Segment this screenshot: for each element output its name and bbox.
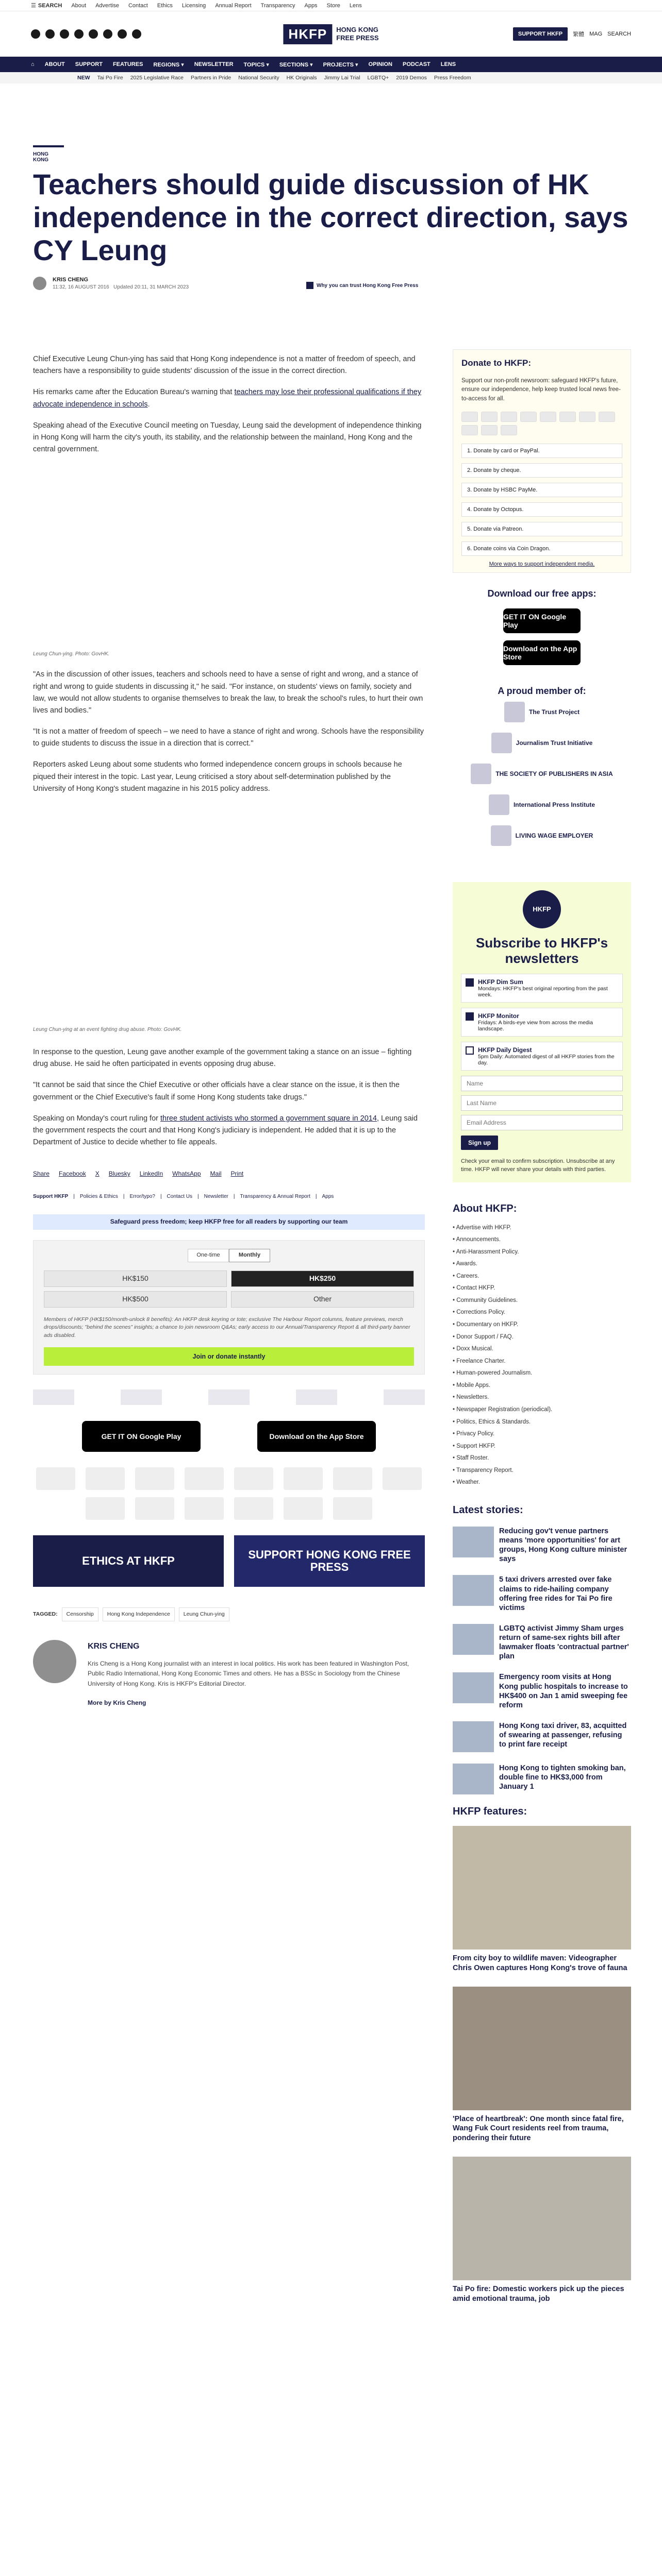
patreon-icon (501, 425, 517, 435)
wechat-pay-icon (234, 1497, 273, 1520)
applepay-icon (481, 425, 498, 435)
feature-image (453, 1987, 631, 2110)
trust-project-icon (504, 702, 525, 722)
jcb-icon (540, 412, 556, 422)
checkbox[interactable] (466, 1046, 474, 1055)
tag-chip[interactable]: Censorship (62, 1607, 98, 1621)
top-link-store[interactable]: Store (326, 2, 340, 9)
threads-icon[interactable] (74, 29, 84, 39)
donate-option[interactable]: 3. Donate by HSBC PayMe. (461, 483, 622, 497)
membership-benefits: Members of HKFP (HK$150/month-unlock 8 benefits): An HKFP desk keyring or tote; exclusive The Harbour Report columns, feature previews, merch drops/discounts; "behind the scenes" insights; a chance to join newsroom Q&As; early access to our Annual/Transparency Report & all third-party banner ads disabled. (44, 1316, 410, 1338)
checkbox-checked[interactable] (466, 1012, 474, 1021)
signup-button[interactable]: Sign up (461, 1136, 498, 1150)
amount-option[interactable]: HK$150 (44, 1270, 227, 1287)
tag-list (33, 1607, 425, 1621)
about-link[interactable]: • Awards. (453, 1261, 477, 1267)
app-badges (33, 1421, 425, 1452)
monthly-tab[interactable]: Monthly (229, 1249, 270, 1262)
author-avatar (33, 277, 46, 290)
about-link[interactable]: • Politics, Ethics & Standards. (453, 1418, 531, 1425)
trending-link[interactable]: National Security (238, 75, 279, 81)
inline-link[interactable]: teachers may lose their professional qualifications if they advocate independence in schools (33, 388, 422, 409)
about-link[interactable]: • Transparency Report. (453, 1467, 514, 1473)
top-link-licensing[interactable]: Licensing (181, 2, 206, 9)
paragraph: "It is not a matter of freedom of speech – we need to have a stance of right and wrong. Schools have the responsibility to guide students to discuss the issue in a direction that is correct." (33, 727, 424, 748)
apple-pay-icon (333, 1497, 372, 1520)
nav-projects[interactable]: PROJECTS ▾ (323, 61, 358, 68)
about-link[interactable]: • Human-powered Journalism. (453, 1370, 533, 1377)
google-pay-icon (284, 1497, 323, 1520)
about-link[interactable]: • Support HKFP. (453, 1443, 496, 1449)
about-link[interactable]: • Freelance Charter. (453, 1358, 506, 1364)
footer-link[interactable]: Policies & Ethics (79, 1193, 118, 1199)
newsletter-option[interactable]: HKFP Monitor Fridays: A birds-eye view from across the media landscape. (461, 1008, 623, 1037)
visa-icon (481, 412, 498, 422)
newsletter-option[interactable]: HKFP Daily Digest 5pm Daily: Automated digest of all HKFP stories from the day. (461, 1042, 623, 1071)
support-hkfp-banner[interactable]: SUPPORT HONG KONG FREE PRESS (234, 1535, 425, 1587)
frequency-toggle (44, 1249, 414, 1262)
spa-icon (471, 764, 491, 784)
trending-link[interactable]: 2019 Demos (396, 75, 427, 81)
footer-link[interactable]: Transparency & Annual Report (240, 1193, 310, 1199)
rss-icon[interactable] (132, 29, 141, 39)
about-link[interactable]: • Advertise with HKFP. (453, 1224, 511, 1231)
byline (33, 277, 631, 290)
latest-story[interactable]: Hong Kong to tighten smoking ban, double fine to HK$3,000 from January 1 (453, 1764, 631, 1794)
linkedin-icon[interactable] (118, 29, 127, 39)
latest-story[interactable]: 5 taxi drivers arrested over fake claims to ride-hailing company offering free rides for Tai Po fire victims (453, 1575, 631, 1613)
join-donate-button[interactable]: Join or donate instantly (44, 1347, 414, 1366)
telegram-icon[interactable] (103, 29, 112, 39)
share-bluesky[interactable]: Bluesky (108, 1170, 130, 1178)
maestro-icon (86, 1467, 125, 1490)
newsletter-option[interactable]: HKFP Dim Sum Mondays: HKFP's best original reporting from the past week. (461, 974, 623, 1003)
nav-regions[interactable]: REGIONS ▾ (153, 61, 184, 68)
payme-icon (579, 412, 595, 422)
feature-story[interactable]: 'Place of heartbreak': One month since fatal fire, Wang Fuk Court residents reel from trauma, pondering their future (453, 1987, 631, 2144)
author-name[interactable]: KRIS CHENG (53, 277, 89, 283)
trending-link[interactable]: 2025 Legislative Race (130, 75, 184, 81)
trust-icon (306, 282, 313, 289)
newsletter-title: Subscribe to HKFP's newsletters (475, 935, 608, 966)
hkfp-badge: HKFP (523, 890, 561, 928)
jcb-icon (234, 1467, 273, 1490)
page-content (31, 145, 631, 2576)
footer-link[interactable]: Newsletter (204, 1193, 228, 1199)
new-label: NEW (77, 75, 90, 81)
partner-logos (33, 1387, 425, 1408)
tag-chip[interactable]: Hong Kong Independence (103, 1607, 175, 1621)
name-field[interactable]: Name (461, 1076, 623, 1091)
story-thumbnail (453, 1527, 494, 1557)
trending-link[interactable]: Tai Po Fire (97, 75, 123, 81)
promo-banners (33, 1535, 425, 1587)
share-facebook[interactable]: Facebook (59, 1170, 86, 1178)
footer-link[interactable]: Apps (322, 1193, 334, 1199)
feature-story[interactable]: Tai Po fire: Domestic workers pick up the pieces amid emotional trauma, job (453, 2157, 631, 2304)
share-print[interactable]: Print (230, 1170, 244, 1178)
alipay-icon (185, 1497, 224, 1520)
top-link-apps[interactable]: Apps (304, 2, 318, 9)
top-link-advertise[interactable]: Advertise (95, 2, 119, 9)
gpay-icon (461, 425, 478, 435)
share-button[interactable]: Share (33, 1170, 50, 1178)
checkbox-checked[interactable] (466, 978, 474, 987)
donate-title: Donate to HKFP: (461, 358, 532, 368)
amount-option[interactable]: Other (231, 1291, 414, 1308)
trending-link[interactable]: Press Freedom (434, 75, 471, 81)
google-play-button[interactable]: GET IT ON Google Play (503, 608, 581, 633)
nav-topics[interactable]: TOPICS ▾ (243, 61, 269, 68)
trust-link[interactable]: Why you can trust Hong Kong Free Press (306, 282, 418, 289)
nav-features[interactable]: FEATURES (112, 61, 143, 67)
paragraph: Speaking on Monday's court ruling for three student activists who stormed a government square in 2014, Leung said the government respects the court and that Hong Kong's judiciary is independent. He added that it is up to the Department of Justice to decide whether to file appeals. (33, 1114, 418, 1147)
trending-link[interactable]: HK Originals (286, 75, 317, 81)
about-link[interactable]: • Contact HKFP. (453, 1285, 495, 1292)
visa-icon (135, 1467, 174, 1490)
sidebar (453, 349, 631, 2317)
brand-bar (0, 11, 662, 57)
nav-about[interactable]: ABOUT (44, 61, 65, 67)
article-title: Teachers should guide discussion of HK independence in the correct direction, says CY Leung (33, 168, 628, 266)
ethics-banner[interactable]: ETHICS AT HKFP (33, 1535, 224, 1587)
about-link[interactable]: • Newsletters. (453, 1394, 489, 1401)
features-title: HKFP features: (453, 1805, 527, 1817)
about-title: About HKFP: (453, 1202, 517, 1214)
unionpay-icon (520, 412, 537, 422)
donate-option[interactable]: 5. Donate via Patreon. (461, 522, 622, 536)
about-link[interactable]: • Community Guidelines. (453, 1297, 518, 1303)
share-linkedin[interactable]: LinkedIn (139, 1170, 163, 1178)
home-icon[interactable]: ⌂ (31, 61, 35, 67)
story-thumbnail (453, 1672, 494, 1703)
about-link[interactable]: • Careers. (453, 1273, 479, 1279)
ipi-icon (489, 794, 509, 815)
support-hkfp-button[interactable]: SUPPORT HKFP (513, 27, 568, 41)
main-nav (0, 57, 662, 72)
amex-icon (185, 1467, 224, 1490)
tags-label: TAGGED: (33, 1611, 58, 1617)
nav-support[interactable]: SUPPORT (75, 61, 103, 67)
footer-link[interactable]: Support HKFP (33, 1193, 69, 1199)
member-logo[interactable]: THE SOCIETY OF PUBLISHERS IN ASIA (453, 758, 631, 789)
top-link-annual-report[interactable]: Annual Report (215, 2, 252, 9)
paragraph: Speaking ahead of the Executive Council meeting on Tuesday, Leung said the development of independence thinking in Hong Kong will harm the city's youth, its stability, and the relationship between the mainland, Hong Kong and the central government. (33, 421, 422, 454)
mastercard-icon (36, 1467, 75, 1490)
octopus-icon (599, 412, 615, 422)
feature-image (453, 1826, 631, 1950)
about-link[interactable]: • Staff Roster. (453, 1455, 489, 1462)
about-link[interactable]: • Mobile Apps. (453, 1382, 491, 1388)
amount-option-selected[interactable]: HK$250 (231, 1270, 414, 1287)
story-thumbnail (453, 1624, 494, 1655)
article-dates: 11:32, 16 AUGUST 2016 Updated 20:11, 31 MARCH 2023 (53, 284, 189, 291)
brand-actions (513, 27, 631, 41)
top-link-ethics[interactable]: Ethics (157, 2, 173, 9)
paragraph: "As in the discussion of other issues, teachers and schools need to have a sense of right and wrong, and a stance of right and wrong to guide students in discussing it," he said. "For instance, on students' views on family, society and law, we would not allow students to organise themselves to break the law, to break the school's rules, to hurt their own lives and bodies." (33, 670, 423, 715)
paypal-icon (559, 412, 576, 422)
image-placeholder (33, 804, 425, 1026)
paragraph: In response to the question, Leung gave another example of the government taking a stance on an issue – fighting drug abuse. He said he often participated in events opposing drug abuse. (33, 1048, 412, 1069)
more-ways-link[interactable]: More ways to support independent media. (489, 561, 595, 567)
logo-mark: HKFP (283, 24, 332, 44)
newsletter-note: Check your email to confirm subscription. Unsubscribe at any time. HKFP will never share your details with third parties. (461, 1158, 615, 1173)
nav-sections[interactable]: SECTIONS ▾ (279, 61, 313, 68)
app-store-button[interactable]: Download on the App Store (503, 640, 581, 665)
about-link[interactable]: • Anti-Harassment Policy. (453, 1248, 519, 1255)
trending-link[interactable]: Partners in Pride (191, 75, 231, 81)
about-link[interactable]: • Doxx Musical. (453, 1346, 493, 1352)
trending-link[interactable]: LGBTQ+ (367, 75, 389, 81)
jti-icon (491, 733, 512, 753)
article-footer-links: Support HKFP | Policies & Ethics | Error/typo? | Contact Us | Newsletter | Transparency & Annual Report | Apps (33, 1193, 425, 1201)
story-thumbnail (453, 1721, 494, 1752)
unionpay-icon (284, 1467, 323, 1490)
member-logo[interactable]: International Press Institute (453, 789, 631, 820)
member-logo[interactable]: The Trust Project (453, 697, 631, 727)
nav-lens[interactable]: LENS (440, 61, 456, 67)
payment-methods (33, 1467, 425, 1520)
top-link-about[interactable]: About (71, 2, 87, 9)
amount-option[interactable]: HK$500 (44, 1291, 227, 1308)
logo-text: HONG KONG FREE PRESS (336, 26, 379, 42)
top-link-contact[interactable]: Contact (128, 2, 148, 9)
youtube-icon[interactable] (89, 29, 98, 39)
octopus-icon (333, 1467, 372, 1490)
image-caption: Leung Chun-ying at an event fighting drug abuse. Photo: GovHK. (33, 1027, 182, 1032)
more-by-author-link[interactable]: More by Kris Cheng (88, 1699, 146, 1706)
newsletter-box (453, 882, 631, 1182)
author-box-name[interactable]: KRIS CHENG (88, 1641, 140, 1651)
email-field[interactable]: Email Address (461, 1115, 623, 1130)
social-icons (31, 29, 141, 39)
patreon-icon (383, 1467, 422, 1490)
paragraph: Chief Executive Leung Chun-ying has said that Hong Kong independence is not a matter of freedom of speech, and teachers have a responsibility to guide students' discussion of the issue in the correct direction. (33, 355, 416, 376)
paragraph: "It cannot be said that since the Chief Executive or other officials have a clear stance on the issue, it is then the government or the Chief Executive's fault if some Hong Kong students take drugs." (33, 1081, 400, 1101)
latest-story[interactable]: Hong Kong taxi driver, 83, acquitted of swearing at passenger, refusing to print fare receipt (453, 1721, 631, 1752)
instagram-icon[interactable] (60, 29, 69, 39)
hamburger-icon: ☰ (31, 3, 36, 9)
paypal-icon (86, 1497, 125, 1520)
author-box (33, 1640, 425, 1708)
tag-chip[interactable]: Leung Chun-ying (179, 1607, 229, 1621)
top-search-button[interactable]: ☰ SEARCH (31, 2, 62, 9)
amex-icon (501, 412, 517, 422)
share-whatsapp[interactable]: WhatsApp (172, 1170, 201, 1178)
footer-link[interactable]: Error/typo? (129, 1193, 155, 1199)
about-link[interactable]: • Documentary on HKFP. (453, 1321, 519, 1328)
inline-link[interactable]: three student activists who stormed a government square in 2014 (160, 1114, 377, 1123)
donate-option[interactable]: 4. Donate by Octopus. (461, 502, 622, 517)
about-link[interactable]: • Donor Support / FAQ. (453, 1333, 514, 1340)
mastercard-icon (461, 412, 478, 422)
spa-logo (208, 1389, 250, 1405)
feature-image (453, 2157, 631, 2280)
about-link[interactable]: • Privacy Policy. (453, 1431, 495, 1437)
nav-newsletter[interactable]: NEWSLETTER (194, 61, 234, 67)
chinese-site-link[interactable]: 繁體 (573, 31, 585, 38)
support-banner[interactable]: Safeguard press freedom; keep HKFP free for all readers by supporting our team (33, 1214, 425, 1230)
payme-icon (135, 1497, 174, 1520)
author-bio: Kris Cheng is a Hong Kong journalist with an interest in local politics. His work has been featured in Washington Post, Public Radio International, Hong Kong Economic Times and others. He has a BSSc in Sociology from the Chinese University of Hong Kong. Kris is HKFP's Editorial Director. (88, 1660, 409, 1687)
donate-intro[interactable]: Support our non-profit newsroom: safeguard HKFP's future, ensure our independence, help keep trusted local news free-to-access for all. (461, 378, 621, 402)
story-thumbnail (453, 1764, 494, 1794)
about-link[interactable]: • Newspaper Registration (periodical). (453, 1406, 553, 1413)
search-link[interactable]: SEARCH (607, 31, 631, 37)
trending-bar (0, 72, 662, 83)
about-link[interactable]: • Announcements. (453, 1236, 501, 1243)
latest-story[interactable]: Emergency room visits at Hong Kong public hospitals to increase to HK$400 on Jan 1 amid sweeping fee reform (453, 1672, 631, 1710)
donate-option[interactable]: 6. Donate coins via Coin Dragon. (461, 541, 622, 556)
author-photo (33, 1640, 76, 1683)
share-mail[interactable]: Mail (210, 1170, 222, 1178)
share-bar (33, 1169, 425, 1179)
apps-title: Download our free apps: (487, 588, 597, 599)
top-strip (0, 0, 662, 11)
living-wage-logo (384, 1389, 425, 1405)
member-title: A proud member of: (498, 685, 586, 696)
paragraph: Reporters asked Leung about some students who formed independence concern groups in schools because he piqued their interest in the topic. Last year, Leung criticised a story about self-determination published by the University of Hong Kong's student magazine in his 2015 policy address. (33, 760, 402, 793)
latest-story[interactable]: LGBTQ activist Jimmy Sham urges return of same-sex rights bill after lawmaker floats 'contractual partner' plan (453, 1624, 631, 1662)
last-name-field[interactable]: Last Name (461, 1095, 623, 1111)
member-logo[interactable]: Journalism Trust Initiative (453, 727, 631, 758)
image-placeholder (33, 465, 425, 650)
nav-opinion[interactable]: OPINION (368, 61, 392, 67)
footer-link[interactable]: Contact Us (167, 1193, 193, 1199)
donate-option[interactable]: 1. Donate by card or PayPal. (461, 444, 622, 458)
donate-box (453, 349, 631, 573)
jti-logo (121, 1389, 162, 1405)
about-link[interactable]: • Corrections Policy. (453, 1309, 506, 1316)
amount-options (44, 1270, 414, 1308)
top-link-lens[interactable]: Lens (349, 2, 362, 9)
feature-story[interactable]: From city boy to wildlife maven: Videographer Chris Owen captures Hong Kong's trove of fauna (453, 1826, 631, 1973)
donate-option[interactable]: 2. Donate by cheque. (461, 463, 622, 478)
latest-story[interactable]: Reducing gov't venue partners means 'more opportunities' for art groups, Hong Kong culture minister says (453, 1527, 631, 1564)
donation-widget (33, 1240, 425, 1375)
one-time-tab[interactable]: One-time (188, 1249, 229, 1262)
article-body (33, 353, 425, 1708)
latest-title: Latest stories: (453, 1504, 523, 1516)
nav-podcast[interactable]: PODCAST (402, 61, 431, 67)
living-wage-icon (491, 825, 511, 846)
share-x[interactable]: X (95, 1170, 100, 1178)
ipi-logo (296, 1389, 337, 1405)
top-link-transparency[interactable]: Transparency (260, 2, 295, 9)
facebook-icon[interactable] (31, 29, 40, 39)
google-play-badge[interactable]: GET IT ON Google Play (82, 1421, 201, 1452)
image-caption: Leung Chun-ying. Photo: GovHK. (33, 651, 110, 657)
site-logo[interactable] (283, 24, 378, 44)
paragraph: His remarks came after the Education Bureau's warning that teachers may lose their professional qualifications if they advocate independence in schools. (33, 388, 422, 409)
mag-link[interactable]: MAG (589, 31, 603, 37)
about-list (453, 1222, 631, 1489)
member-logo[interactable]: LIVING WAGE EMPLOYER (453, 820, 631, 851)
app-store-badge[interactable]: Download on the App Store (257, 1421, 376, 1452)
about-link[interactable]: • Weather. (453, 1479, 481, 1486)
trust-project-logo (33, 1389, 74, 1405)
category-kicker[interactable]: HONG KONG (33, 145, 64, 163)
story-thumbnail (453, 1575, 494, 1606)
x-icon[interactable] (45, 29, 55, 39)
donate-payment-icons (461, 412, 622, 435)
trending-link[interactable]: Jimmy Lai Trial (324, 75, 360, 81)
